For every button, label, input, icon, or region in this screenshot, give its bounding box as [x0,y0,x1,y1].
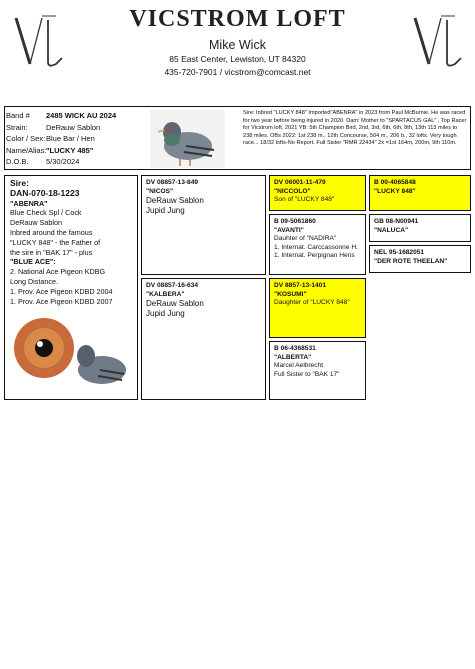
subject-pigeon-photo [150,110,225,168]
sire-dam-sire-cell: DV 8857-13-1401 "KOSUMI" Daughter of "LUCKY 848" [269,278,366,338]
subject-description: Sire: Inbred "LUCKY 848" Imported"ABENRA" in 2023 from Paul McBurnie. He was raced for two year before being injured in 2020. Dam: Mother to "SPARTACUS GAL" , Top Racer for Vicstrom loft. 2021 YB: 5th Champion Bird, 2nd, 3rd, 6th, 6th, 8th, 13th 113 miles to 238 miles. OBs 2022: 1st 238 m., 12th Concourse, 504 m., 206 b., 32 lofts. Very tough race... 18/32 lofts-No Report. Full Sister "RMR 22434" 2x =1st 164m, 200m, 9th 110m. [243,110,467,147]
sire-sire-cell: DV 08857-13-849 "NICOS" DeRauw Sablon Jupid Jung [141,175,266,275]
info-row: D.O.B. 5/30/2024 [6,157,80,166]
sire-sire-sire-cell: DV 06001-11-479 "NICCOLO" Son of "LUCKY 848" [269,175,366,211]
info-row: Color / Sex: Blue Bar / Hen [6,134,95,143]
sire-eye-and-pigeon-photo [10,312,130,396]
address: 85 East Center, Lewiston, UT 84320 [169,54,306,64]
ggp-cell: NEL 95-1682051 "DER ROTE THEELAN" [369,245,471,273]
vl-logo-right-icon [411,12,463,74]
vl-logo-left-icon [12,12,64,74]
info-row: Band # 2485 WICK AU 2024 [6,111,117,120]
subject-info [6,110,131,168]
loft-name: VICSTROM LOFT [129,6,346,32]
contact-info: 435-720-7901 / vicstrom@comcast.net [164,67,311,77]
ggp-cell: GB 08-N00941 "NALUCA" [369,214,471,242]
info-row: Name/Alias: "LUCKY 485" [6,145,94,155]
sire-dam-dam-cell: B 06-4368531 "ALBERTA" Marcel Aelbrecht Full Sister to "BAK 17" [269,341,366,400]
sire-sire-dam-cell: B 09-5061860 "AVANTI" Dauhter of "NADIRA" 1. Internat. Carccassonne H. 1. Internat. Perpignan Hens [269,214,366,275]
info-row: Strain: DeRauw Sablon [6,122,101,132]
header [0,0,475,86]
sire-details: Sire: DAN-070-18-1223 "ABENRA" Blue Check Spl / Cock DeRauw Sablon Inbred around the famous "LUCKY 848" - the Father of the sire in "BAK 17" - plus "BLUE ACE": 2. National Ace Pigeon KDBG Long Distance. 1. Prov. Ace Pigeon KDBD 2004 1. Prov. Ace Pigeon KDBD 2007 [10,178,113,306]
ggp-cell: B 00-4065848 "LUCKY 848" [369,175,471,211]
sire-dam-cell: DV 08857-16-634 "KALBERA" DeRauw Sablon Jupid Jung [141,278,266,400]
owner-name: Mike Wick [209,38,266,52]
